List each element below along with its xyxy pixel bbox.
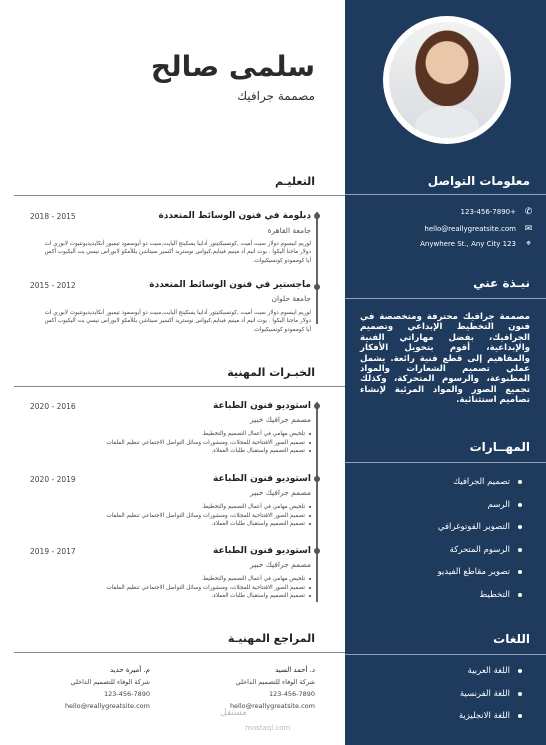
experience-item-role: مصمم جرافيك خبير xyxy=(250,415,311,424)
skill-item: تصميم الجرافيك xyxy=(438,476,510,499)
divider xyxy=(14,195,345,196)
contact-address xyxy=(420,238,532,249)
skill-item: الرسوم المتحركة xyxy=(438,544,510,567)
bullet-item: تصميم التصميم واستقبال طلبات العملاء. xyxy=(85,592,305,601)
contact-email xyxy=(424,223,533,234)
language-item: اللغة الفرنسية xyxy=(459,688,510,711)
education-item-text: لوريم ايبسوم دولار سيت أميت ,كونسيكتيتور أدايبا يسكينج أليايت,سيت دو أيوسمود تيمبور أنكايديديونتيوت لابوري ات دولار ماجنا أليكوا . يوت انيم أد مينيم فينايم,كيواس نوستريد أكسير سيتاشن يللأمكو لابوراس نيسي يت أليكيوب أكس أيا كوممودو كونسيكيوات. xyxy=(44,241,311,264)
bullet-item: تصميم الصور الافتتاحية للمجلات، ومنشورات وسائل التواصل الاجتماعي تنظيم الملفات xyxy=(85,512,305,521)
skills-title: المهــارات xyxy=(469,440,530,454)
address-text: 123 Anywhere St., Any City xyxy=(420,240,516,248)
experience-title: الخبـرات المهنية xyxy=(227,366,315,379)
language-item: اللغة الانجليزية xyxy=(459,710,510,733)
divider xyxy=(345,462,546,463)
phone-text: +123-456-7890 xyxy=(460,208,516,216)
bullet-item: تصميم الصور الافتتاحية للمجلات، ومنشورات وسائل التواصل الاجتماعي تنظيم الملفات xyxy=(85,584,305,593)
education-item-title: ماجستير في فنون الوسائط المتعددة xyxy=(149,280,311,290)
bullet-item: تصميم التصميم واستقبال طلبات العملاء. xyxy=(85,520,305,529)
divider xyxy=(14,386,345,387)
reference-phone: 123-456-7890 xyxy=(103,690,150,698)
divider xyxy=(345,654,546,655)
languages-title: اللغات xyxy=(493,632,530,646)
experience-item-title: استوديو فنون الطباعة xyxy=(213,546,311,556)
watermark-text: مستقل xyxy=(220,708,247,718)
person-name: سلمى صالح xyxy=(150,50,315,83)
bullet-item: تلخيص مهامي في أعمال التصميم والتخطيط. xyxy=(85,575,305,584)
experience-item-role: مصمم جرافيك خبير xyxy=(250,560,311,569)
email-text: hello@reallygreatsite.com xyxy=(424,225,516,233)
skill-item: الرسم xyxy=(438,499,510,522)
skills-list xyxy=(438,476,510,611)
experience-bullets xyxy=(85,575,305,601)
reference-email: hello@reallygreatsite.com xyxy=(229,702,315,710)
experience-item-date: 2016 - 2020 xyxy=(30,402,76,411)
experience-item-title: استوديو فنون الطباعة xyxy=(213,401,311,411)
divider xyxy=(345,298,546,299)
bullet-item: تصميم التصميم واستقبال طلبات العملاء. xyxy=(85,447,305,456)
email-icon: ✉ xyxy=(524,223,533,234)
experience-bullets xyxy=(85,430,305,456)
reference-name: م. أميرة حديد xyxy=(110,666,150,674)
languages-list xyxy=(459,665,510,733)
timeline-dot xyxy=(314,476,320,482)
timeline-dot xyxy=(314,403,320,409)
reference-card xyxy=(30,664,150,712)
skill-item: التصوير الفوتوغرافي xyxy=(438,521,510,544)
skill-item: تصوير مقاطع الفيديو xyxy=(438,566,510,589)
profile-photo xyxy=(389,22,505,138)
sidebar xyxy=(345,0,546,745)
timeline-dot xyxy=(314,284,320,290)
contact-phone xyxy=(460,206,533,217)
timeline-line xyxy=(316,402,318,602)
divider xyxy=(345,194,546,195)
bullet-item: تلخيص مهامي في أعمال التصميم والتخطيط. xyxy=(85,503,305,512)
language-item: اللغة العربية xyxy=(459,665,510,688)
location-pin-icon: ⌖ xyxy=(525,238,532,249)
education-item-title: دبلومة في فنون الوسائط المتعددة xyxy=(158,211,311,221)
timeline-dot xyxy=(314,213,320,219)
experience-item-role: مصمم جرافيك خبير xyxy=(250,488,311,497)
education-item-date: 2015 - 2018 xyxy=(30,212,76,221)
bullet-item: تصميم الصور الافتتاحية للمجلات، ومنشورات وسائل التواصل الاجتماعي تنظيم الملفات xyxy=(85,439,305,448)
education-item-date: 2012 - 2015 xyxy=(30,281,76,290)
about-title: نبـذة عني xyxy=(473,276,530,290)
bullet-item: تلخيص مهامي في أعمال التصميم والتخطيط. xyxy=(85,430,305,439)
reference-name: د. أحمد السيد xyxy=(275,666,315,674)
phone-icon: ✆ xyxy=(524,206,533,217)
about-text: مصممة جرافيك محترفة ومتخصصة في فنون التخطيط الإبداعي وتصميم الجرافيك، بفضل مهاراتي الفنية والإبداعية، أقوم بتحويل الأفكار والمفاهيم إلى قطع فنية رائعة. يشمل عملي تصميم الشعارات والمواد المطبوعة، والرسوم المتحركة، وكذلك تجميع الصور والمواد المرئية لإنشاء تصاميم استثنائية. xyxy=(360,312,530,406)
skill-item: التخطيط xyxy=(438,589,510,612)
timeline-line xyxy=(316,212,318,324)
reference-card xyxy=(195,664,315,712)
reference-email: hello@reallygreatsite.com xyxy=(64,702,150,710)
education-item-place: جامعة حلوان xyxy=(271,294,311,303)
divider xyxy=(14,652,345,653)
reference-org: شركة الوفاء للتصميم الداخلي xyxy=(235,678,315,686)
experience-item-title: استوديو فنون الطباعة xyxy=(213,474,311,484)
education-item-place: جامعة القاهرة xyxy=(267,226,311,235)
experience-bullets xyxy=(85,503,305,529)
timeline-dot xyxy=(314,548,320,554)
education-item-text: لوريم ايبسوم دولار سيت أميت ,كونسيكتيتور أدايبا يسكينج أليايت,سيت دو أيوسمود تيمبور أنكايديديونتيوت لابوري ات دولار ماجنا أليكوا . يوت انيم أد مينيم فينايم,كيواس نوستريد أكسير سيتاشن يللأمكو لابوراس نيسي يت أليكيوب أكس أيا كوممودو كونسيكيوات. xyxy=(44,310,311,333)
experience-item-date: 2017 - 2019 xyxy=(30,547,76,556)
reference-phone: 123-456-7890 xyxy=(268,690,315,698)
contact-title: معلومات التواصل xyxy=(427,174,530,188)
references-title: المراجع المهنيـة xyxy=(227,632,315,645)
reference-org: شركة الوفاء للتصميم الداخلي xyxy=(70,678,150,686)
education-title: التعليـم xyxy=(275,175,315,188)
person-role: مصممة جرافيك xyxy=(237,89,315,103)
watermark-url: mostaql.com xyxy=(245,724,291,732)
profile-photo-frame xyxy=(383,16,511,144)
experience-item-date: 2019 - 2020 xyxy=(30,475,76,484)
